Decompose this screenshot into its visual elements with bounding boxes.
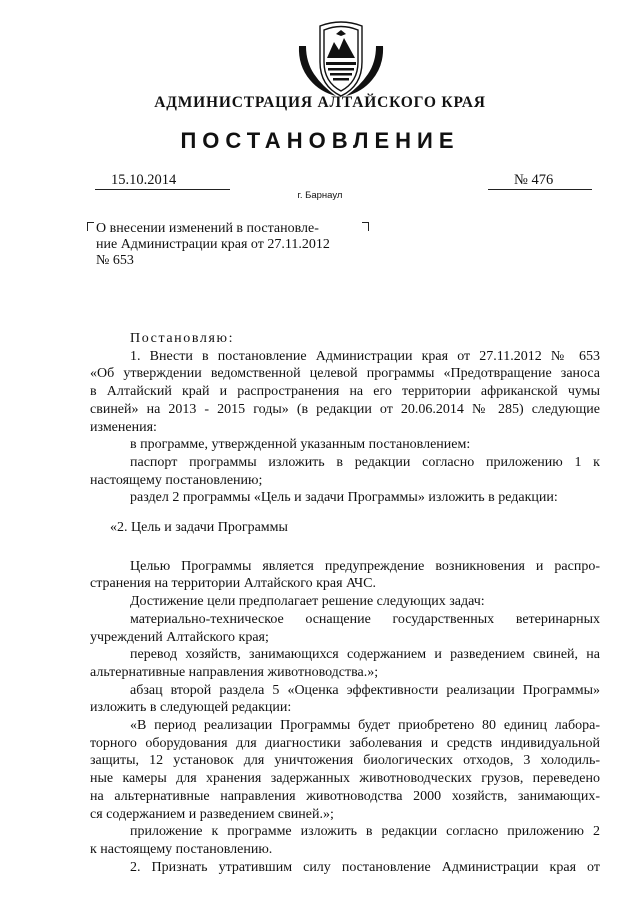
subject-bracket-left	[87, 222, 94, 231]
paragraph: в Алтайский край и распространения на его территории африканской чумы	[90, 384, 600, 400]
paragraph: на альтернативные направления животноводства 2000 хозяйств, занимающих-	[90, 788, 600, 804]
paragraph: 1. Внести в постановление Администрации края от 27.11.2012 № 653	[130, 348, 600, 364]
paragraph: паспорт программы изложить в редакции согласно приложению 1 к	[130, 454, 600, 470]
document-number: № 476	[488, 172, 592, 190]
paragraph: «В период реализации Программы будет приобретено 80 единиц лабора-	[130, 718, 600, 734]
paragraph: в программе, утвержденной указанным постановлением:	[130, 437, 471, 453]
document-subject	[96, 221, 358, 269]
paragraph: странения на территории Алтайского края АЧС.	[90, 576, 376, 592]
paragraph: альтернативные направления животноводства.»;	[90, 664, 379, 680]
paragraph: перевод хозяйств, занимающихся содержанием и разведением свиней, на	[130, 647, 600, 663]
paragraph: торного оборудования для диагностики заболевания и средств индивидуальной	[90, 735, 600, 751]
paragraph: раздел 2 программы «Цель и задачи Программы» изложить в редакции:	[130, 490, 558, 506]
coat-of-arms-emblem	[296, 16, 386, 102]
paragraph: защиты, 12 установок для уничтожения биологических отходов, 3 холодиль-	[90, 753, 600, 769]
subject-line: ние Администрации края от 27.11.2012	[96, 237, 330, 252]
paragraph: приложение к программе изложить в редакции согласно приложению 2	[130, 824, 600, 840]
subject-line: № 653	[96, 253, 134, 268]
paragraph: абзац второй раздела 5 «Оценка эффективности реализации Программы»	[130, 682, 600, 698]
document-type-title: ПОСТАНОВЛЕНИЕ	[180, 128, 460, 153]
paragraph: 2. Признать утратившим силу постановление Администрации края от	[130, 859, 600, 875]
paragraph: ные камеры для хранения задержанных животноводческих грузов, переведено	[90, 771, 600, 787]
document-body	[90, 330, 600, 876]
paragraph: Целью Программы является предупреждение возникновения и распро-	[130, 558, 600, 574]
document-date: 15.10.2014	[95, 172, 230, 190]
paragraph: ся содержанием и разведением свиней.»;	[90, 806, 334, 822]
section-heading: «2. Цель и задачи Программы	[110, 520, 288, 536]
decree-word: Постановляю:	[130, 331, 235, 346]
paragraph: материально-техническое оснащение государственных ветеринарных	[130, 611, 600, 627]
subject-bracket-right	[362, 222, 369, 231]
paragraph: изменения:	[90, 419, 157, 435]
paragraph: учреждений Алтайского края;	[90, 629, 269, 645]
organization-name: АДМИНИСТРАЦИЯ АЛТАЙСКОГО КРАЯ	[154, 94, 486, 111]
paragraph: «Об утверждении ведомственной целевой программы «Предотвращение заноса	[90, 366, 600, 382]
paragraph: настоящему постановлению;	[90, 472, 263, 488]
paragraph: к настоящему постановлению.	[90, 841, 273, 857]
city-name: г. Барнаул	[297, 190, 343, 201]
subject-line: О внесении изменений в постановле-	[96, 221, 319, 236]
paragraph: свиней» на 2013 - 2015 годы» (в редакции от 20.06.2014 № 285) следующие	[90, 401, 600, 417]
paragraph: изложить в следующей редакции:	[90, 700, 292, 716]
paragraph: Достижение цели предполагает решение следующих задач:	[130, 594, 485, 610]
